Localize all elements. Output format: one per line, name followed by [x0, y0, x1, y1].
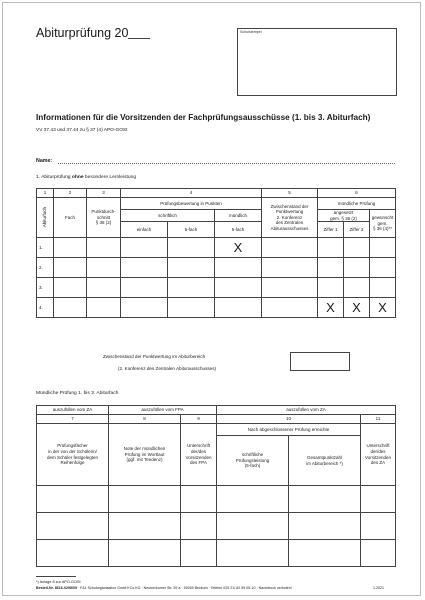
fpa-signature-header: Unterschrift der/des Vorsitzenden des FPA: [181, 424, 217, 486]
ziffer1-cell[interactable]: [318, 258, 344, 278]
zwischenstand-cell[interactable]: [262, 238, 318, 258]
table-row: [37, 278, 396, 298]
muendlich-cell[interactable]: [215, 278, 262, 298]
col-num-10: 10: [217, 415, 361, 424]
publisher-line: Bestell-Nr. 8616-0295/09 · F&L Schulorganisation GmbH+Co.KG · Neubeckumer Str. 39 a · 59269 Beckum · Telefon 025 21/ 82 99 05-10 · Nachdruck verboten!: [36, 586, 292, 590]
note-cell[interactable]: [109, 486, 181, 513]
stamp-label: Schulstempel: [240, 30, 262, 34]
fuenffach-cell[interactable]: [168, 298, 215, 318]
col-num-4: 4: [121, 189, 262, 198]
einfach-cell[interactable]: [121, 258, 168, 278]
col-num-6: 6: [318, 189, 396, 198]
interim-label: Zwischenstand der Punktwertung im Abiturbereich: [103, 354, 206, 359]
muendlich-header: mündlich: [215, 210, 262, 222]
table-row: [37, 486, 396, 513]
row-number: 4.: [37, 298, 54, 318]
col-num-7: 7: [37, 415, 109, 424]
exam-table: [36, 188, 396, 318]
col-num-11: 11: [361, 415, 396, 424]
schriftlich-cell[interactable]: [217, 513, 289, 540]
abiturfach-header: Abiturfach: [37, 198, 54, 238]
header-za-1: auszufüllen vom ZA: [37, 406, 109, 415]
schriftlich-cell[interactable]: [217, 486, 289, 513]
gewuenscht-cell[interactable]: [370, 238, 396, 258]
fuenffach-cell[interactable]: [168, 278, 215, 298]
ziffer1-header: Ziffer 1: [318, 222, 344, 238]
ziffer1-cell[interactable]: [318, 238, 344, 258]
fuenffach-header-a: 5-fach: [168, 222, 215, 238]
name-label: Name:: [36, 158, 53, 164]
form-page: [2, 2, 421, 596]
gewuenscht-header: gewünscht gem. § 36 (4)**: [370, 210, 396, 238]
fach-cell[interactable]: [37, 486, 109, 513]
ziffer2-cell[interactable]: [344, 238, 370, 258]
ziffer2-cell[interactable]: X: [344, 298, 370, 318]
einfach-header: einfach: [121, 222, 168, 238]
oral-exam-table: [36, 405, 396, 567]
fach-header: Fach: [54, 198, 87, 238]
section1-title: 1. Abiturprüfung ohne besondere Lernleistung: [36, 175, 137, 180]
gesamt-cell[interactable]: [289, 486, 361, 513]
gewuenscht-cell[interactable]: [370, 278, 396, 298]
interim-score-field[interactable]: [290, 352, 350, 371]
school-stamp-box: [237, 28, 397, 96]
ziffer2-header: Ziffer 2: [344, 222, 370, 238]
fuenffach-cell[interactable]: [168, 258, 215, 278]
muendliche-pruefung-header: mündliche Prüfung: [318, 198, 396, 210]
footnote: *) Anlage 8 zur APO-GOSt: [36, 580, 81, 584]
col-num-2: 2: [54, 189, 87, 198]
col-num-9: 9: [181, 415, 217, 424]
muendlich-cell[interactable]: X: [215, 238, 262, 258]
zwischenstand-cell[interactable]: [262, 298, 318, 318]
punktdurchschnitt-header: Punktdurch- schnitt § 36 (2): [87, 198, 121, 238]
fach-cell[interactable]: [37, 513, 109, 540]
header-za-2: auszufüllen vom ZA: [217, 406, 396, 415]
gewuenscht-cell[interactable]: X: [370, 298, 396, 318]
zwischenstand-cell[interactable]: [262, 278, 318, 298]
row-number: 1.: [37, 238, 54, 258]
ziffer1-cell[interactable]: X: [318, 298, 344, 318]
fpa-signature-cell[interactable]: [181, 486, 217, 513]
page-title: Abiturprüfung 20: [36, 26, 129, 40]
interim-sublabel: (2. Konferenz des Zentralen Abiturausschusses): [118, 366, 217, 371]
table-row: [37, 298, 396, 318]
gewuenscht-cell[interactable]: [370, 258, 396, 278]
fach-cell[interactable]: [37, 540, 109, 567]
col-num-8: 8: [109, 415, 181, 424]
punkt-cell[interactable]: [87, 278, 121, 298]
col-num-5: 5: [262, 189, 318, 198]
gesamtpunkte-header: Gesamtpunktzahl im Abiturbereich *): [289, 436, 361, 486]
faecher-header: Prüfungsfächer in der von der Schülerin/ dem Schüler festgelegten Reihenfolge: [37, 424, 109, 486]
gesamt-cell[interactable]: [289, 513, 361, 540]
fach-cell[interactable]: [54, 298, 87, 318]
punkt-cell[interactable]: [87, 238, 121, 258]
col-num-3: 3: [87, 189, 121, 198]
ziffer2-cell[interactable]: [344, 278, 370, 298]
regulation-reference: VV 37.43 und 37.44 zu § 37 (4) APO-GOSt: [36, 128, 128, 133]
punkt-cell[interactable]: [87, 298, 121, 318]
ziffer2-cell[interactable]: [344, 258, 370, 278]
year-line: [128, 38, 150, 39]
pruefungsbewertung-header: Prüfungsbewertung in Punkten: [121, 198, 262, 210]
zwischenstand-cell[interactable]: [262, 258, 318, 278]
za-signature-cell[interactable]: [361, 513, 396, 540]
row-number: 3.: [37, 278, 54, 298]
ziffer1-cell[interactable]: [318, 278, 344, 298]
table-row: [37, 513, 396, 540]
note-header: Note der mündlichen Prüfung im Wortlaut (ggf. mit Tendenz): [109, 424, 181, 486]
schriftlich-cell[interactable]: [217, 540, 289, 567]
zwischenstand-header: Zwischenstand der Punktwertung 2. Konferenz des Zentralen Abiturausschusses: [262, 198, 318, 238]
table-row: [37, 238, 396, 258]
note-cell[interactable]: [109, 540, 181, 567]
muendlich-cell[interactable]: [215, 298, 262, 318]
fach-cell[interactable]: [54, 258, 87, 278]
table-row: [37, 540, 396, 567]
fuenffach-header-b: 5-fach: [215, 222, 262, 238]
angesetzt-header: angesetzt gem. § 36 (2): [318, 210, 370, 222]
schriftlich-header: schriftliche Prüfungsleistung (5-fach): [217, 436, 289, 486]
fpa-signature-cell[interactable]: [181, 540, 217, 567]
nach-pruefung-header: Nach abgeschlossener Prüfung erreichte: [217, 424, 361, 436]
gesamt-cell[interactable]: [289, 540, 361, 567]
fuenffach-cell[interactable]: [168, 238, 215, 258]
name-field[interactable]: [58, 163, 395, 164]
muendlich-cell[interactable]: [215, 258, 262, 278]
fach-cell[interactable]: [54, 278, 87, 298]
section2-title: Mündliche Prüfung 1. bis 3. Abiturfach: [36, 391, 119, 396]
fpa-signature-cell[interactable]: [181, 513, 217, 540]
za-signature-header: Unterschrift der/des Vorsitzenden des ZA: [361, 424, 396, 486]
form-heading: Informationen für die Vorsitzenden der Fachprüfungsausschüsse (1. bis 3. Abiturfach): [36, 113, 371, 122]
za-signature-cell[interactable]: [361, 540, 396, 567]
col-num-1: 1: [37, 189, 54, 198]
table-row: [37, 258, 396, 278]
footnote-rule: [36, 576, 76, 577]
header-fpa: auszufüllen vom FPA: [109, 406, 217, 415]
einfach-cell[interactable]: [121, 278, 168, 298]
punkt-cell[interactable]: [87, 258, 121, 278]
note-cell[interactable]: [109, 513, 181, 540]
row-number: 2.: [37, 258, 54, 278]
za-signature-cell[interactable]: [361, 486, 396, 513]
einfach-cell[interactable]: [121, 238, 168, 258]
einfach-cell[interactable]: [121, 298, 168, 318]
edition-label: 1.2021: [373, 586, 384, 590]
schriftlich-header: schriftlich: [121, 210, 215, 222]
fach-cell[interactable]: [54, 238, 87, 258]
